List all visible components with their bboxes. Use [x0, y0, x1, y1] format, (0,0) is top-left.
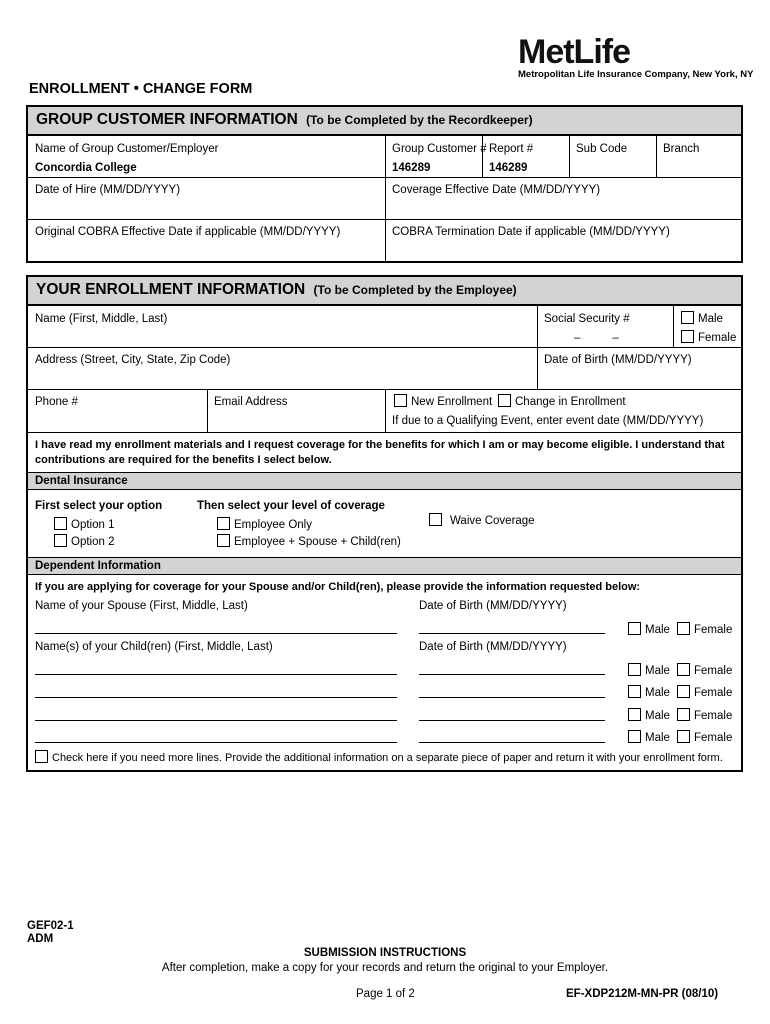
child-dob-input[interactable] [419, 674, 605, 675]
child-dob-input[interactable] [419, 720, 605, 721]
more-lines-label: Check here if you need more lines. Provide the additional information on a separate piece of paper and return it with your enrollment form. [52, 752, 723, 764]
date-of-birth-field[interactable]: Date of Birth (MM/DD/YYYY) [544, 354, 692, 366]
children-dob-label: Date of Birth (MM/DD/YYYY) [419, 641, 567, 653]
employee-only-checkbox[interactable] [217, 517, 230, 530]
dental-insurance-bar: Dental Insurance [28, 472, 741, 490]
enrollment-section [26, 275, 743, 772]
coverage-effective-date-field[interactable]: Coverage Effective Date (MM/DD/YYYY) [392, 184, 601, 196]
option-1[interactable] [54, 517, 114, 532]
cobra-termination-date-field[interactable]: COBRA Termination Date if applicable (MM/DD/YYYY) [392, 226, 670, 238]
page-number: Page 1 of 2 [356, 988, 415, 1000]
child-male-option[interactable] [628, 685, 670, 700]
child-male-option[interactable] [628, 663, 670, 678]
male-label: Male [645, 710, 670, 722]
child-dob-input[interactable] [419, 742, 605, 743]
female-label: Female [694, 624, 733, 636]
first-select-label: First select your option [35, 500, 163, 512]
date-of-hire-field[interactable]: Date of Hire (MM/DD/YYYY) [35, 184, 181, 196]
male-checkbox[interactable] [628, 685, 641, 698]
employer-label: Name of Group Customer/Employer [35, 143, 219, 155]
male-checkbox[interactable] [628, 622, 641, 635]
option-2-label: Option 2 [71, 536, 115, 548]
change-enrollment-label: Change in Enrollment [515, 396, 626, 408]
female-label: Female [694, 687, 733, 699]
new-enrollment-option[interactable] [394, 394, 492, 409]
dependent-information-bar: Dependent Information [28, 557, 741, 575]
section-title: GROUP CUSTOMER INFORMATION [36, 111, 298, 128]
child-female-option[interactable] [677, 685, 732, 700]
waive-coverage-checkbox[interactable] [429, 513, 442, 526]
statement-line-1: I have read my enrollment materials and I request coverage for the benefits for which I am or may become eligible. I understand that [35, 439, 725, 451]
female-label: Female [694, 710, 733, 722]
dependent-instruction: If you are applying for coverage for your Spouse and/or Child(ren), please provide the information requested below: [35, 581, 641, 593]
page-title: ENROLLMENT • CHANGE FORM [29, 81, 253, 97]
male-label: Male [645, 624, 670, 636]
new-enrollment-checkbox[interactable] [394, 394, 407, 407]
employee-spouse-child-checkbox[interactable] [217, 534, 230, 547]
child-dob-input[interactable] [419, 697, 605, 698]
spouse-male-option[interactable] [628, 622, 670, 637]
spouse-name-input[interactable] [35, 633, 397, 634]
option-2[interactable] [54, 534, 114, 549]
company-name: Metropolitan Life Insurance Company, New York, NY [518, 69, 754, 80]
employee-only-label: Employee Only [234, 519, 312, 531]
new-enrollment-label: New Enrollment [411, 396, 493, 408]
employee-spouse-child-label: Employee + Spouse + Child(ren) [234, 536, 401, 548]
female-checkbox[interactable] [677, 663, 690, 676]
qualifying-event-date-field[interactable]: If due to a Qualifying Event, enter event date (MM/DD/YYYY) [392, 415, 704, 427]
male-checkbox[interactable] [681, 311, 694, 324]
form-code-1: GEF02-1 [27, 920, 74, 932]
employer-value[interactable]: Concordia College [35, 162, 137, 174]
male-label: Male [645, 665, 670, 677]
section-subtitle: (To be Completed by the Employee) [313, 283, 517, 297]
form-code-2: ADM [27, 933, 54, 945]
employee-spouse-child-option[interactable] [217, 534, 401, 549]
female-checkbox[interactable] [677, 708, 690, 721]
enrollment-statement [35, 438, 725, 468]
female-label: Female [694, 732, 733, 744]
statement-line-2: contributions are required for the benefits I select below. [35, 454, 332, 466]
spouse-female-option[interactable] [677, 622, 732, 637]
report-number-value[interactable]: 146289 [489, 162, 528, 174]
address-field[interactable]: Address (Street, City, State, Zip Code) [35, 354, 231, 366]
submission-title: SUBMISSION INSTRUCTIONS [303, 947, 467, 959]
spouse-dob-input[interactable] [419, 633, 605, 634]
then-select-label: Then select your level of coverage [197, 500, 385, 512]
waive-coverage-option[interactable] [429, 513, 535, 528]
option-1-checkbox[interactable] [54, 517, 67, 530]
form-id: EF-XDP212M-MN-PR (08/10) [566, 988, 719, 1000]
male-checkbox[interactable] [628, 663, 641, 676]
child-male-option[interactable] [628, 708, 670, 723]
spouse-name-label: Name of your Spouse (First, Middle, Last) [35, 600, 248, 612]
submission-text: After completion, make a copy for your records and return the original to your Employer. [161, 962, 609, 974]
option-1-label: Option 1 [71, 519, 115, 531]
male-label: Male [645, 687, 670, 699]
email-field[interactable]: Email Address [214, 396, 288, 408]
section-header [28, 277, 741, 306]
section-subtitle: (To be Completed by the Recordkeeper) [306, 113, 533, 127]
spouse-dob-label: Date of Birth (MM/DD/YYYY) [419, 600, 567, 612]
change-enrollment-checkbox[interactable] [498, 394, 511, 407]
phone-field[interactable]: Phone # [35, 396, 78, 408]
more-lines-option[interactable] [35, 750, 723, 765]
child-name-input[interactable] [35, 720, 397, 721]
gender-male-option[interactable] [681, 311, 723, 326]
child-female-option[interactable] [677, 730, 732, 745]
report-number-label: Report # [489, 143, 534, 155]
child-female-option[interactable] [677, 663, 732, 678]
employee-name-field[interactable]: Name (First, Middle, Last) [35, 313, 168, 325]
employee-only-option[interactable] [217, 517, 312, 532]
child-name-input[interactable] [35, 697, 397, 698]
waive-coverage-label: Waive Coverage [450, 515, 535, 527]
male-label: Male [645, 732, 670, 744]
more-lines-checkbox[interactable] [35, 750, 48, 763]
gender-female-option[interactable] [681, 330, 736, 345]
sub-code-label: Sub Code [576, 143, 628, 155]
female-checkbox[interactable] [677, 685, 690, 698]
female-checkbox[interactable] [677, 730, 690, 743]
change-enrollment-option[interactable] [498, 394, 626, 409]
male-label: Male [698, 313, 723, 325]
female-checkbox[interactable] [677, 622, 690, 635]
ssn-field[interactable]: – – [574, 332, 619, 344]
cobra-effective-date-field[interactable]: Original COBRA Effective Date if applicable (MM/DD/YYYY) [35, 226, 341, 238]
branch-label: Branch [663, 143, 700, 155]
female-checkbox[interactable] [681, 330, 694, 343]
ssn-label: Social Security # [544, 313, 630, 325]
section-header [28, 107, 741, 136]
option-2-checkbox[interactable] [54, 534, 67, 547]
form-code [27, 920, 74, 946]
metlife-logo: MetLife [518, 33, 630, 71]
section-title: YOUR ENROLLMENT INFORMATION [36, 281, 306, 298]
female-label: Female [698, 332, 737, 344]
child-name-input[interactable] [35, 674, 397, 675]
male-checkbox[interactable] [628, 708, 641, 721]
group-customer-section [26, 105, 743, 263]
male-checkbox[interactable] [628, 730, 641, 743]
group-customer-number-value[interactable]: 146289 [392, 162, 431, 174]
child-name-input[interactable] [35, 742, 397, 743]
child-female-option[interactable] [677, 708, 732, 723]
group-customer-number-label: Group Customer # [392, 143, 487, 155]
children-name-label: Name(s) of your Child(ren) (First, Middle, Last) [35, 641, 273, 653]
female-label: Female [694, 665, 733, 677]
child-male-option[interactable] [628, 730, 670, 745]
